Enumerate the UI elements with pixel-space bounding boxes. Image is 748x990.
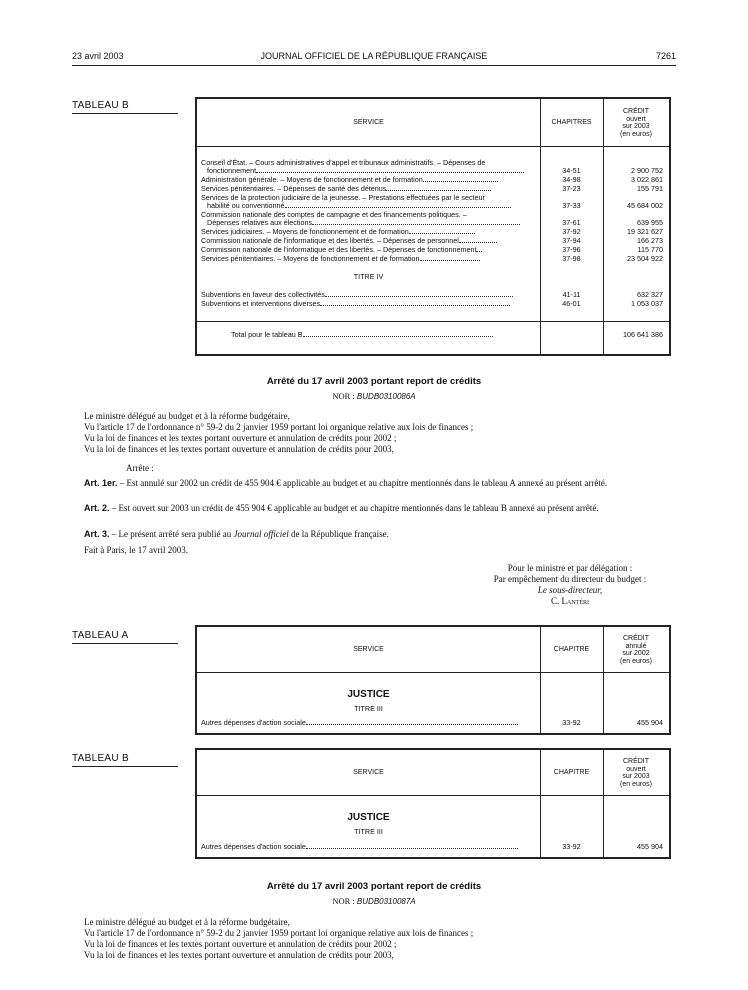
chapitre-cell: 37-96 [562,245,581,254]
col-header-credit: CRÉDIT ouvert sur 2003 (en euros) [620,108,652,138]
table-row: Subventions en faveur des collectivités [201,291,513,299]
montant-cell: 3 022 861 [631,175,663,184]
chapitre-cell: 41-11 [562,290,581,299]
table-row: Services pénitentiaires. – Moyens de fonctionnement et de formation [201,255,480,263]
table-row: Services pénitentiaires. – Dépenses de santé des détenus [201,185,491,193]
header-date: 23 avril 2003 [72,51,124,61]
table-row: Autres dépenses d'action sociale [201,719,518,727]
col-header-credit: CRÉDIT ouvert sur 2003 (en euros) [620,758,652,788]
header-page-number: 7261 [655,51,676,61]
table-row: Commission nationale des comptes de campagne et des financements politiques. – [201,210,467,219]
table-row: Services de la protection judiciaire de la jeunesse. – Prestations effectuées par le secteur [201,193,485,202]
chapitre-cell: 37-61 [562,218,581,227]
chapitre-cell: 37-33 [562,201,581,210]
arrete-title: Arrêté du 17 avril 2003 portant report de crédits [266,881,482,892]
titre-iv-heading: TITRE IV [353,272,384,281]
chapitre-cell: 37-23 [562,184,581,193]
chapitre-cell: 33-92 [562,718,581,727]
col-header-chapitre: CHAPITRE [553,769,590,777]
arrete-nor: NOR : BUDB0310087A [332,896,416,906]
signature-line: Pour le ministre et par délégation : [507,563,633,573]
table-row: Commission nationale de l'informatique et des libertés. – Dépenses de personnel [201,237,497,245]
section-justice: JUSTICE [347,812,390,823]
table-row: Conseil d'État. – Cours administratives d'appel et tribunaux administratifs. – Dépenses de [201,158,486,167]
visa-line: Vu la loi de finances et les textes portant ouverture et annulation de crédits pour 2003, [84,950,394,960]
chapitre-cell: 33-92 [562,842,581,851]
article-2: Art. 2. – Est ouvert sur 2003 un crédit de 455 904 € applicable au budget et au chapitre mentionnés dans le tableau B annexé au présent arrêté. [84,503,599,513]
montant-cell: 19 321 627 [627,227,663,236]
col-header-service: SERVICE [353,646,384,654]
visa-line: Vu la loi de finances et les textes portant ouverture et annulation de crédits pour 2003, [84,444,394,454]
arrete-title: Arrêté du 17 avril 2003 portant report de crédits [266,376,482,387]
titre-iii-heading: TITRE III [354,704,383,713]
tableau-b-label: TABLEAU B [72,753,129,764]
visa-line: Vu la loi de finances et les textes portant ouverture et annulation de crédits pour 2002 ; [84,939,397,949]
chapitre-cell: 37-98 [562,254,581,263]
montant-cell: 455 904 [637,718,663,727]
table-row: Commission nationale de l'informatique et des libertés. – Dépenses de fonctionnement [201,246,482,254]
tableau-b-label: TABLEAU B [72,100,129,111]
tableau-a-table [195,625,671,735]
montant-cell: 639 955 [637,218,663,227]
section-justice: JUSTICE [347,689,390,700]
table-row: fonctionnement [207,167,524,175]
montant-cell: 23 504 922 [627,254,663,263]
visa-line: Vu l'article 17 de l'ordonnance n° 59-2 du 2 janvier 1959 portant loi organique relative aux lois de finances ; [84,928,474,938]
table-row: Services judiciaires. – Moyens de fonctionnement et de formation [201,228,475,236]
table-row: Dépenses relatives aux élections [207,219,520,227]
signature-line: Par empêchement du directeur du budget : [493,574,647,584]
arrete-verb: Arrête : [126,463,154,473]
chapitre-cell: 46-01 [562,299,581,308]
table-row: Subventions et interventions diverses [201,300,510,308]
montant-cell: 155 791 [637,184,663,193]
signature-name: C. Lantéri [551,596,589,606]
montant-cell: 166 273 [637,236,663,245]
montant-cell: 115 770 [637,245,663,254]
col-header-service: SERVICE [353,769,384,777]
tableau-b-label-rule [72,766,178,767]
signature-line: Le sous-directeur, [537,585,603,595]
tableau-b-bottom-table [195,748,671,859]
col-header-service: SERVICE [353,119,384,127]
col-header-chapitres: CHAPITRES [551,119,592,127]
total-divider [197,321,669,322]
chapitre-cell: 34-98 [562,175,581,184]
montant-cell: 45 684 002 [627,201,663,210]
header-rule [72,65,676,66]
article-3: Art. 3. – Le présent arrêté sera publié au Journal officiel de la République française. [84,529,389,539]
header-journal: JOURNAL OFFICIEL DE LA RÉPUBLIQUE FRANÇAISE [260,51,488,61]
total-value: 106 641 386 [623,330,663,339]
visa-line: Vu l'article 17 de l'ordonnance n° 59-2 du 2 janvier 1959 portant loi organique relative aux lois de finances ; [84,422,474,432]
tableau-a-label-rule [72,643,178,644]
table-row: Autres dépenses d'action sociale [201,843,518,851]
montant-cell: 632 327 [637,290,663,299]
montant-cell: 455 904 [637,842,663,851]
chapitre-cell: 34-51 [562,166,581,175]
chapitre-cell: 37-92 [562,227,581,236]
montant-cell: 1 053 037 [631,299,663,308]
col-header-chapitre: CHAPITRE [553,646,590,654]
visa-line: Vu la loi de finances et les textes portant ouverture et annulation de crédits pour 2002 ; [84,433,397,443]
tableau-a-label: TABLEAU A [72,630,129,641]
fait-a-paris: Fait à Paris, le 17 avril 2003. [84,545,188,555]
visa-line: Le ministre délégué au budget et à la réforme budgétaire, [84,917,290,927]
tableau-b-label-rule [72,113,178,114]
table-row: Administration générale. – Moyens de fonctionnement et de formation [201,176,498,184]
tableau-b-top-table [195,97,671,356]
visa-line: Le ministre délégué au budget et à la réforme budgétaire, [84,411,290,421]
article-1: Art. 1er. – Est annulé sur 2002 un crédit de 455 904 € applicable au budget et au chapitre mentionnés dans le tableau A annexé au présent arrêté. [84,478,608,488]
titre-iii-heading: TITRE III [354,827,383,836]
arrete-nor: NOR : BUDB0310086A [332,391,416,401]
chapitre-cell: 37-94 [562,236,581,245]
col-header-credit: CRÉDIT annulé sur 2002 (en euros) [620,635,652,665]
total-row: Total pour le tableau B [231,331,493,339]
table-row: habilité ou conventionné [207,202,511,210]
montant-cell: 2 900 752 [631,166,663,175]
